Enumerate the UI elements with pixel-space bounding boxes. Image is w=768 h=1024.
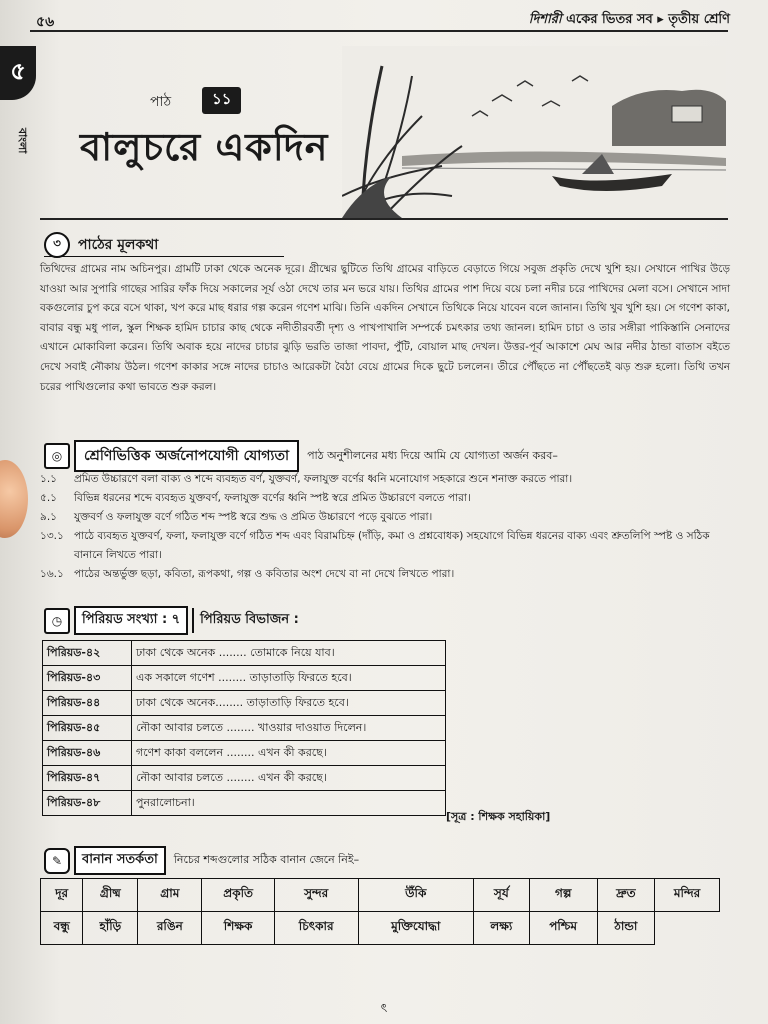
period-id: পিরিয়ড-৪৩ — [43, 666, 132, 691]
period-row — [43, 716, 446, 741]
period-topic: নৌকা আবার চলতে ........ এখন কী করছে। — [132, 766, 446, 791]
skill-item — [40, 489, 730, 508]
skill-item — [40, 470, 730, 489]
spelling-word: মুক্তিযোদ্ধা — [358, 912, 474, 945]
period-row — [43, 791, 446, 816]
thumb — [0, 460, 28, 538]
spelling-word: পশ্চিম — [529, 912, 597, 945]
period-topic: নৌকা আবার চলতে ........ খাওয়ার দাওয়াত দিলেন। — [132, 716, 446, 741]
spelling-word: গল্প — [529, 879, 597, 912]
spelling-word: মন্দির — [655, 879, 720, 912]
period-division-label: পিরিয়ড বিভাজন : — [192, 608, 305, 633]
skill-number: ৯.১ — [40, 511, 57, 523]
period-id: পিরিয়ড-৪২ — [43, 641, 132, 666]
period-row — [43, 666, 446, 691]
side-subject: বাংলা — [16, 128, 29, 154]
header-rule — [30, 30, 728, 32]
spelling-word: শিক্ষক — [202, 912, 275, 945]
period-id: পিরিয়ড-৪৫ — [43, 716, 132, 741]
spelling-empty-cell — [655, 912, 720, 945]
lesson-title: বালুচরে একদিন — [80, 125, 329, 169]
period-id: পিরিয়ড-৪৬ — [43, 741, 132, 766]
period-id: পিরিয়ড-৪৪ — [43, 691, 132, 716]
clock-calendar-icon: ◷ — [44, 608, 70, 634]
spelling-word: প্রকৃতি — [202, 879, 275, 912]
summary-underline — [44, 256, 284, 257]
spelling-word: উঁকি — [358, 879, 474, 912]
skill-text: প্রমিত উচ্চারণে বলা বাক্য ও শব্দে ব্যবহৃত বর্ণ, যুক্তবর্ণ, ফলাযুক্ত বর্ণের ধ্বনি মনোযোগ সহকারে শুনে শনাক্ত করতে পারা। — [74, 473, 573, 485]
spelling-word: চিৎকার — [274, 912, 358, 945]
period-id: পিরিয়ড-৪৮ — [43, 791, 132, 816]
spelling-word: দূর — [41, 879, 83, 912]
spelling-word: হাঁড়ি — [83, 912, 138, 945]
summary-text: তিথিদের গ্রামের নাম অচিনপুর। গ্রামটি ঢাকা থেকে অনেক দূরে। গ্রীষ্মের ছুটিতে তিথি গ্রামের বাড়িতে বেড়াতে গিয়ে সবুজ প্রকৃতি দেখে খুশি হয়। সেখানে পাখির উড়ে যাওয়া আর সুপারি গাছের সারির ফাঁক দিয়ে সকালের সূর্য ওঠা দেখে তার মন ভরে যায়। তিথির গ্রামের পাশ দিয়ে বয়ে চলা নদীর চরে পাখিদের মেলা বসে। সেখানে সাদা বকগুলোর চুপ করে বসে থাকা, খপ করে মাছ ধরার গল্প করেন গণেশ মাঝি। তিনি একদিন সেখানে তিথিকে নিয়ে যাবেন বলে জানান। তিথি খুব খুশি হয়। সে গণেশ কাকা, বাবার বন্ধু মধু পাল, স্কুল শিক্ষক হামিদ চাচার কাছ থেকে নদীতীরবর্তী দৃশ্য ও পাখপাখালি সম্পর্কে চমৎকার তথ্য জানল। হামিদ চাচা ও তার সঙ্গীরা পাকিস্তানি সেনাদের এখানে মোকাবিলা করেন। তিথি অবাক হয়ে নাদের চাচার ঝুড়ি ভরতি তাজা পাবদা, পুঁটি, বোয়াল মাছ দেখল। উত্তর-পূর্ব আকাশে মেঘ আর নদীর ঠান্ডা বাতাস বইতে দেখে সবাই নৌকায় উঠল। গণেশ কাকার সঙ্গে নাদের চাচাও আরেকটা বৈঠা বেয়ে গ্রামের দিকে ছুটে চললেন। তীরে পৌঁছতে না পৌঁছতেই ঝড় শুরু হলো। তিথি তখন চরের পাখিগুলোর কথা ভাবতে শুরু করল। — [40, 263, 730, 393]
brand-name: দিশারী — [528, 12, 562, 27]
skill-number: ১.১ — [40, 473, 57, 485]
skill-number: ৫.১ — [40, 492, 57, 504]
spelling-word: গ্রাম — [138, 879, 202, 912]
side-tab — [0, 46, 36, 100]
page-number: ৫৬ — [36, 14, 55, 30]
period-topic: গণেশ কাকা বললেন ........ এখন কী করছে। — [132, 741, 446, 766]
spelling-word: দ্রুত — [597, 879, 654, 912]
skill-text: বিভিন্ন ধরনের শব্দে ব্যবহৃত যুক্তবর্ণ, ফলাযুক্ত বর্ণের ধ্বনি স্পষ্ট স্বরে প্রমিত উচ্চারণে বলতে পারা। — [74, 492, 471, 504]
period-row — [43, 766, 446, 791]
source-note: [সূত্র : শিক্ষক সহায়িকা] — [446, 810, 551, 823]
spelling-row — [41, 879, 720, 912]
skill-item — [40, 527, 730, 565]
spelling-word: সুন্দর — [274, 879, 358, 912]
period-heading — [44, 606, 305, 635]
spelling-word: গ্রীষ্ম — [83, 879, 138, 912]
river-illustration — [342, 46, 726, 218]
spelling-word: রঙিন — [138, 912, 202, 945]
book-icon: ✎ — [44, 848, 70, 874]
period-topic: পুনরালোচনা। — [132, 791, 446, 816]
summary-title: পাঠের মূলকথা — [78, 237, 159, 253]
side-tab-glyph: ৫ — [10, 57, 26, 85]
lesson-label: পাঠ — [150, 94, 172, 110]
period-topic: ঢাকা থেকে অনেক........ তাড়াতাড়ি ফিরতে হবে। — [132, 691, 446, 716]
skill-item — [40, 565, 730, 584]
spelling-word: সূর্য — [474, 879, 530, 912]
spelling-heading — [44, 846, 359, 875]
skills-title: শ্রেণিভিত্তিক অর্জনোপযোগী যোগ্যতা — [74, 440, 299, 472]
period-row — [43, 741, 446, 766]
skill-item — [40, 508, 730, 527]
period-topic: এক সকালে গণেশ ........ তাড়াতাড়ি ফিরতে হবে। — [132, 666, 446, 691]
period-table — [42, 640, 446, 816]
spelling-word: লক্ষ্য — [474, 912, 530, 945]
period-id: পিরিয়ড-৪৭ — [43, 766, 132, 791]
lesson-number: ১১ — [202, 87, 241, 114]
period-topic: ঢাকা থেকে অনেক ........ তোমাকে নিয়ে যাব। — [132, 641, 446, 666]
skill-number: ১৩.১ — [40, 530, 64, 542]
book-title: একের ভিতর সব ▸ তৃতীয় শ্রেণি — [566, 12, 730, 27]
summary-heading — [44, 232, 158, 258]
target-icon: ◎ — [44, 443, 70, 469]
spelling-table — [40, 878, 720, 945]
skills-subtitle: পাঠ অনুশীলনের মধ্য দিয়ে আমি যে যোগ্যতা অর্জন করব– — [307, 448, 558, 462]
skills-heading — [44, 440, 558, 472]
period-row — [43, 691, 446, 716]
period-count: পিরিয়ড সংখ্যা : ৭ — [74, 606, 188, 635]
title-rule — [40, 218, 728, 220]
skill-text: যুক্তবর্ণ ও ফলাযুক্ত বর্ণে গঠিত শব্দ স্পষ্ট স্বরে শুদ্ধ ও প্রমিত উচ্চারণে পড়ে বুঝতে পারা। — [74, 511, 433, 523]
section-number-icon: ৩ — [44, 232, 70, 258]
spelling-subtitle: নিচের শব্দগুলোর সঠিক বানান জেনে নিই– — [173, 853, 360, 866]
skill-text: পাঠের অন্তর্ভুক্ত ছড়া, কবিতা, রূপকথা, গল্প ও কবিতার অংশ দেখে বা না দেখে লিখতে পারা। — [74, 568, 455, 580]
spelling-row — [41, 912, 720, 945]
spelling-title: বানান সতর্কতা — [74, 846, 166, 875]
footer-mark: ৎ — [380, 1001, 388, 1015]
skills-list — [40, 470, 730, 584]
spelling-word: ঠান্ডা — [597, 912, 654, 945]
skill-number: ১৬.১ — [40, 568, 64, 580]
running-header — [529, 10, 730, 31]
spelling-word: বন্ধু — [41, 912, 83, 945]
skill-text: পাঠে ব্যবহৃত যুক্তবর্ণ, ফলা, ফলাযুক্ত বর্ণে গঠিত শব্দ এবং বিরামচিহ্ন (দাঁড়ি, কমা ও প্রশ্নবোধক) সহযোগে বিভিন্ন ধরনের বাক্য এবং শ্রুতলিপি স্পষ্ট ও সঠিক বানানে লিখতে পারা। — [74, 530, 710, 561]
period-row — [43, 641, 446, 666]
